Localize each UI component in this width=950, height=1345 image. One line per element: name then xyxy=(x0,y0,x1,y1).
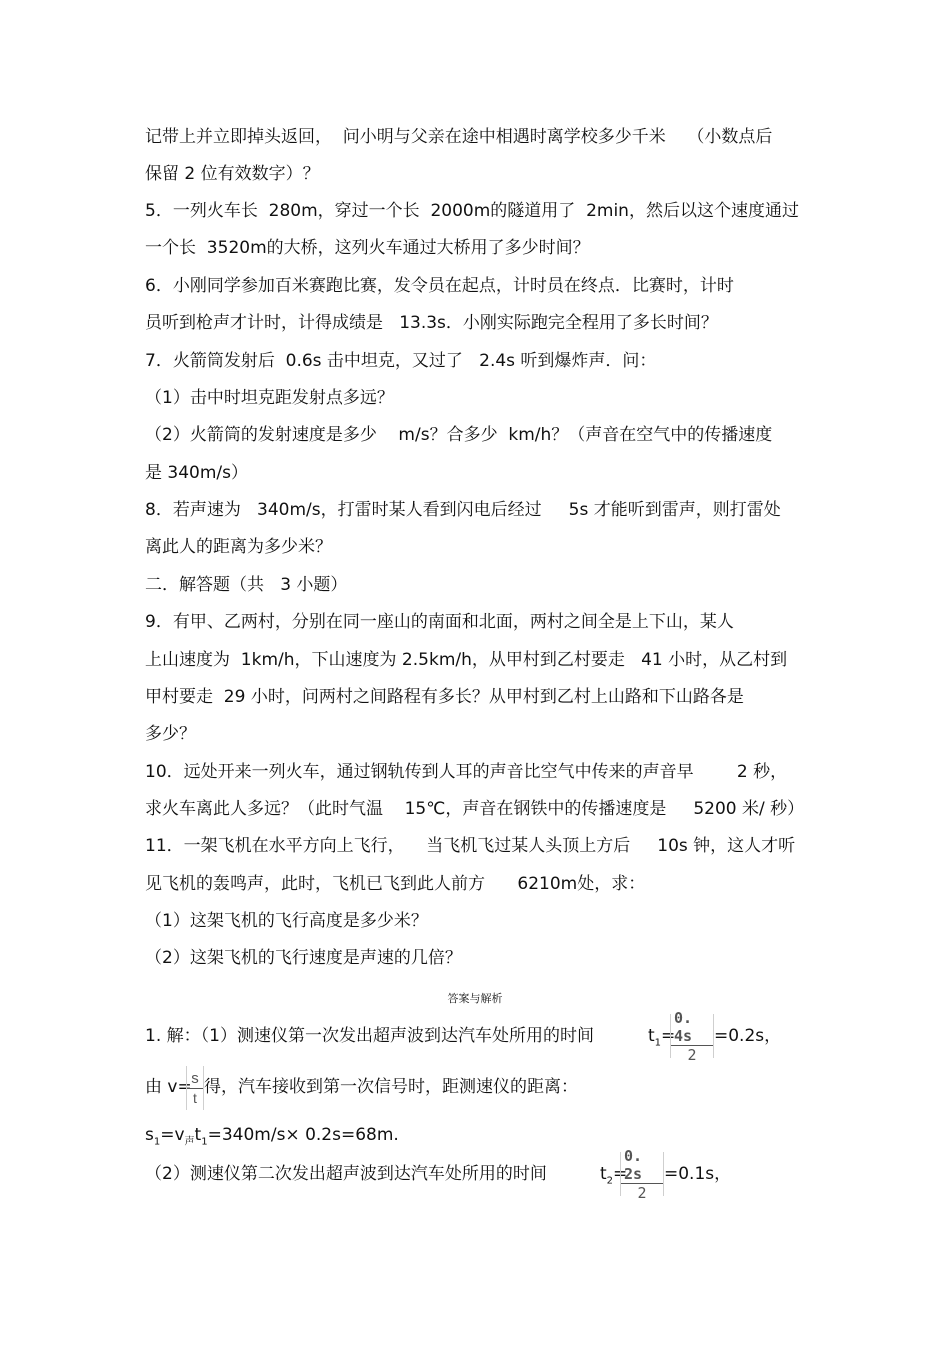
section-heading: 二．解答题（共 3 小题） xyxy=(145,575,348,595)
text-line: 10．远处开来一列火车，通过钢轨传到人耳的声音比空气中传来的声音早 2 秒， xyxy=(145,762,788,782)
solution-line: 由 v= xyxy=(145,1077,192,1097)
solution-text: 得，汽车接收到第一次信号时，距测速仪的距离： xyxy=(204,1077,578,1097)
solution-line: （2）测速仪第二次发出超声波到达汽车处所用的时间 xyxy=(145,1164,547,1184)
text-line: 一个长 3520m的大桥，这列火车通过大桥用了多少时间？ xyxy=(145,238,590,258)
answer-heading: 答案与解析 xyxy=(447,992,503,1005)
text-line: 见飞机的轰鸣声，此时，飞机已飞到此人前方 6210m处，求： xyxy=(145,874,646,894)
text-line: （2）火箭筒的发射速度是多少 m/s？合多少 km/h？（声音在空气中的传播速度 xyxy=(145,425,773,445)
text-line: 多少？ xyxy=(145,724,196,744)
text-line: 5．一列火车长 280m，穿过一个长 2000m的隧道用了 2min，然后以这个速度通过 xyxy=(145,201,799,221)
text-line: （2）这架飞机的飞行速度是声速的几倍？ xyxy=(145,948,462,968)
text-line: （1）击中时坦克距发射点多远？ xyxy=(145,388,394,408)
text-line: 是 340m/s） xyxy=(145,463,248,483)
result-text: =0.1s， xyxy=(664,1164,732,1184)
text-line: 记带上并立即掉头返回， 问小明与父亲在途中相遇时离学校多少千米 （小数点后 xyxy=(145,127,773,147)
time-symbol: $t_1=$ xyxy=(648,1026,676,1049)
text-line: 员听到枪声才计时，计得成绩是 13.3s．小刚实际跑完全程用了多长时间？ xyxy=(145,313,718,333)
text-line: 保留 2 位有效数字）？ xyxy=(145,164,320,184)
text-line: 6．小刚同学参加百米赛跑比赛，发令员在起点，计时员在终点．比赛时，计时 xyxy=(145,276,734,296)
text-line: 甲村要走 29 小时，问两村之间路程有多长？从甲村到乙村上山路和下山路各是 xyxy=(145,687,744,707)
text-line: 7．火箭筒发射后 0.6s 击中坦克，又过了 2.4s 听到爆炸声．问： xyxy=(145,351,657,371)
solution-line: $s_1=v_声t_1=340m/s\times 0.2s=68m$. xyxy=(145,1125,399,1148)
result-text: =0.2s， xyxy=(714,1026,782,1046)
text-line: 8．若声速为 340m/s，打雷时某人看到闪电后经过 5s 才能听到雷声，则打雷处 xyxy=(145,500,781,520)
fraction-image: s t xyxy=(186,1066,204,1110)
text-line: 离此人的距离为多少米？ xyxy=(145,537,332,557)
text-line: （1）这架飞机的飞行高度是多少米？ xyxy=(145,911,428,931)
time-symbol: $t_2=$ xyxy=(600,1164,628,1187)
solution-line: 1. 解：（1）测速仪第一次发出超声波到达汽车处所用的时间 xyxy=(145,1026,594,1046)
text-line: 11．一架飞机在水平方向上飞行， 当飞机飞过某人头顶上方后 10s 钟，这人才听 xyxy=(145,836,796,856)
text-line: 求火车离此人多远？（此时气温 15℃，声音在钢铁中的传播速度是 5200 米/ 秒） xyxy=(145,799,805,819)
fraction-image: 0. 4s 2 xyxy=(670,1014,714,1058)
text-line: 上山速度为 1km/h，下山速度为 2.5km/h，从甲村到乙村要走 41 小时，从乙村到 xyxy=(145,650,788,670)
text-line: 9．有甲、乙两村，分别在同一座山的南面和北面，两村之间全是上下山，某人 xyxy=(145,612,734,632)
fraction-image: 0. 2s 2 xyxy=(620,1152,664,1196)
